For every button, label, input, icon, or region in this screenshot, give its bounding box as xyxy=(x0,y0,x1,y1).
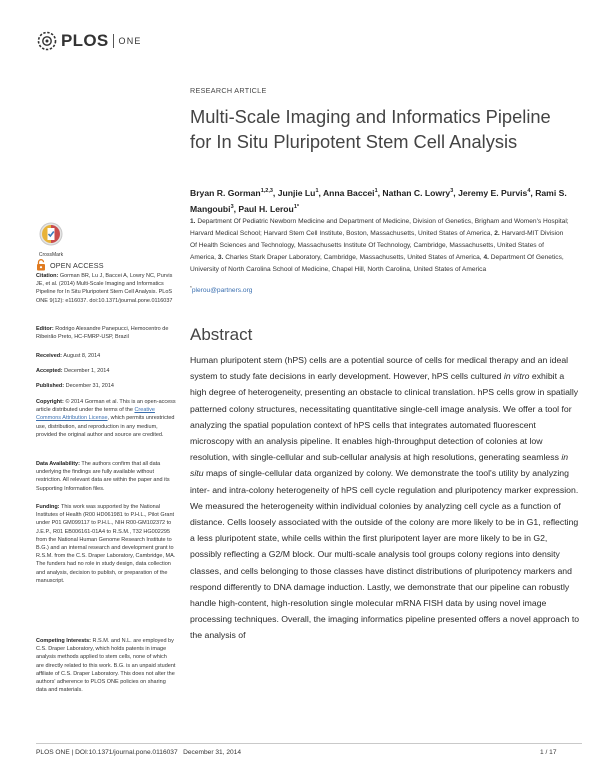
license-link[interactable]: Creative Commons Attribution License xyxy=(36,407,155,422)
copyright-block xyxy=(36,398,176,439)
data-availability-block xyxy=(36,460,176,493)
author-name: Jeremy E. Purvis xyxy=(458,187,528,198)
abstract-italic-text: in vitro xyxy=(503,371,530,382)
accepted-date: December 1, 2014 xyxy=(64,368,110,374)
citation-block xyxy=(36,272,176,305)
article-title: Multi-Scale Imaging and Informatics Pipeline for In Situ Pluripotent Stem Cell Analysis xyxy=(190,106,551,152)
plos-logo-icon xyxy=(36,30,58,52)
editor-block xyxy=(36,325,176,341)
accepted-block xyxy=(36,367,176,375)
affiliation-number: 3. xyxy=(217,253,224,261)
corresponding-email xyxy=(190,286,252,294)
journal-name: ONE xyxy=(118,36,142,46)
open-lock-icon xyxy=(36,259,46,271)
author-affiliation-marker: 1,2,3 xyxy=(260,188,273,194)
editor-label: Editor: xyxy=(36,326,54,332)
affiliation-text: Department Of Pediatric Newborn Medicine and Department of Medicine, Division of Genetics, Brigham and Women's Hospital; Harvard Medical School; Harvard Stem Cell Institute, Boston, Massachusetts, United States of America, xyxy=(190,218,569,237)
author-affiliation-marker: 4 xyxy=(527,188,531,194)
abstract-heading: Abstract xyxy=(190,325,253,344)
affiliation-text: Charles Stark Draper Laboratory, Cambridge, Massachusetts, United States of America, xyxy=(223,253,484,261)
funding-text: This work was supported by the National Institutes of Health (R00 HD061981 to P.H.L., Pilot Grant under P01 GM099117 to P.H.L., NIH R00-GM102372 to J.E.P., R01 EB006161-01A4 to R.S.M., T32 HG002295 from the National Human Genome Research Institute to B.G.) and an internal research and development grant to R.S.M. from the C.S. Draper Laboratory, Cambridge, MA. The funders had no role in study design, data collection and analysis, decision to publish, or preparation of the manuscript. xyxy=(36,504,176,584)
affiliation-text: Harvard-MIT Division Of Health Sciences and Technology, Massachusetts Institute Of Technology, Cambridge, Massachusetts, United States of America, xyxy=(190,229,564,261)
abstract-text: Human pluripotent stem (hPS) cells are a potential source of cells for medical therapy and an ideal system to study fate decisions in early development. However, hPS cells cultured xyxy=(190,355,569,382)
received-date: August 8, 2014 xyxy=(63,353,101,359)
abstract-text: exhibit a high degree of heterogeneity, presenting an obstacle to clinical translation. hPS cells grow in spatially patterned colony structures, necessitating quantitative single-cell image analysis. We offer a tool for analyzing the spatial population context of hPS cells that integrates automated fluorescent microscopy with an analysis pipeline. It enables high-throughput detection of colonies at low resolution, with single-cellular and sub-cellular analysis at high resolutions, generating seamless xyxy=(190,371,579,463)
copyright-label: Copyright: xyxy=(36,399,64,405)
affiliations xyxy=(190,216,570,276)
plos-wordmark: PLOS xyxy=(61,31,109,50)
author-affiliation-marker: 1 xyxy=(374,188,378,194)
citation-text: Gorman BR, Lu J, Baccei A, Lowry NC, Purvis JE, et al. (2014) Multi-Scale Imaging and Informatics Pipeline for In Situ Pluripotent Stem Cell Analysis. PLoS ONE 9(12): e116037. doi:10.1371/journal.pone.0116037 xyxy=(36,273,173,304)
published-label: Published: xyxy=(36,383,65,389)
data-availability-label: Data Availability: xyxy=(36,461,80,467)
corresponding-marker: * xyxy=(190,286,192,291)
citation-label: Citation: xyxy=(36,273,59,279)
open-access-badge xyxy=(36,259,104,271)
crossmark-icon xyxy=(39,222,63,246)
affiliation-number: 2. xyxy=(494,229,500,237)
article-type: RESEARCH ARTICLE xyxy=(190,86,267,95)
received-block xyxy=(36,352,176,360)
published-block xyxy=(36,382,176,390)
accepted-label: Accepted: xyxy=(36,368,63,374)
competing-interests-block xyxy=(36,637,176,694)
abstract-paragraph xyxy=(190,352,580,644)
competing-interests-text: R.S.M. and N.L. are employed by C.S. Draper Laboratory, which holds patents in image analysis methods applied to stem cells, none of which are directly related to this work. B.G. is an unpaid student affiliate of C.S. Draper Laboratory. This does not alter the authors' adherence to PLOS ONE policies on sharing data and materials. xyxy=(36,638,176,694)
affiliation-number: 1. xyxy=(190,218,196,225)
affiliation-number: 4. xyxy=(483,253,489,261)
author-affiliation-marker: 1* xyxy=(293,203,300,210)
author-affiliation-marker: 1 xyxy=(315,188,319,194)
author-list: Bryan R. Gorman$^{1,2,3}$, Junjie Lu$^1$, Anna Baccei$^1$, Nathan C. Lowry$^3$, Jeremy E. Purvis$^4$, Rami S. Mangoubi$^3$, Paul H. Lerou$^{1*}$ xyxy=(190,187,567,214)
editor-text: Rodrigo Alexandre Panepucci, Hemocentro de Ribeirão Preto, HC-FMRP-USP, Brazil xyxy=(36,326,169,341)
funding-block xyxy=(36,503,176,585)
crossmark-badge[interactable] xyxy=(36,222,66,258)
copyright-text-end: , which permits unrestricted use, distribution, and reproduction in any medium, provided the original author and source are credited. xyxy=(36,415,175,438)
abstract-text: maps of single-cellular data organized by colony. We demonstrate the tool's utility by analyzing inter- and intra-colony heterogeneity of hPS cell cycle regulation and pluripotency marker expression. We measured the heterogeneity within individual colonies by analyzing cell cycle as a function of distance. Cells loosely associated with the outside of the colony are more likely to be in G1, reflecting a less pluripotent state, while cells within the first pluripotent layer are more likely to be in G2, possibly reflecting a G2/M block. Our multi-scale analysis tool groups colony regions into density classes, and cells belonging to those classes have distinct distributions of pluripotency markers and respond differently to DNA damage induction. Lastly, we demonstrate that our pipeline can robustly handle high-content, high-resolution single molecular mRNA FISH data by using novel image processing techniques. Overall, the imaging informatics pipeline presented offers a novel approach to the analysis of xyxy=(190,468,580,641)
abstract-italic-text: in situ xyxy=(190,452,569,479)
abstract-body xyxy=(190,352,580,644)
data-availability-text: The authors confirm that all data underlying the findings are fully available without restriction. All relevant data are within the paper and its Supporting Information files. xyxy=(36,461,170,492)
author-affiliation-marker: 3 xyxy=(230,203,234,210)
author-name: Rami S. Mangoubi xyxy=(190,187,567,214)
author-name: Nathan C. Lowry xyxy=(382,187,451,198)
footer-divider xyxy=(36,743,582,744)
received-label: Received: xyxy=(36,353,62,359)
page-number: 1 / 17 xyxy=(540,749,557,756)
author-name: Junjie Lu xyxy=(277,187,316,198)
funding-label: Funding: xyxy=(36,504,60,510)
author-name: Paul H. Lerou xyxy=(238,203,294,214)
email-link[interactable]: plerou@partners.org xyxy=(191,287,253,295)
open-access-label: OPEN ACCESS xyxy=(50,260,104,270)
author-affiliation-marker: 3 xyxy=(450,188,454,194)
competing-interests-label: Competing Interests: xyxy=(36,638,92,644)
logo-divider xyxy=(113,34,114,48)
crossmark-label: CrossMark xyxy=(38,252,64,258)
affiliation-text: Department Of Genetics, University of North Carolina School of Medicine, Chapel Hill, North Carolina, United States of America xyxy=(190,253,564,273)
published-date: December 31, 2014 xyxy=(65,383,114,389)
copyright-text: © 2014 Gorman et al. This is an open-access article distributed under the terms of the xyxy=(36,399,176,414)
author-name: Bryan R. Gorman xyxy=(190,187,261,198)
author-name: Anna Baccei xyxy=(322,187,375,198)
plos-one-logo[interactable] xyxy=(36,30,142,52)
footer-citation: PLOS ONE | DOI:10.1371/journal.pone.0116037 December 31, 2014 xyxy=(36,749,242,756)
